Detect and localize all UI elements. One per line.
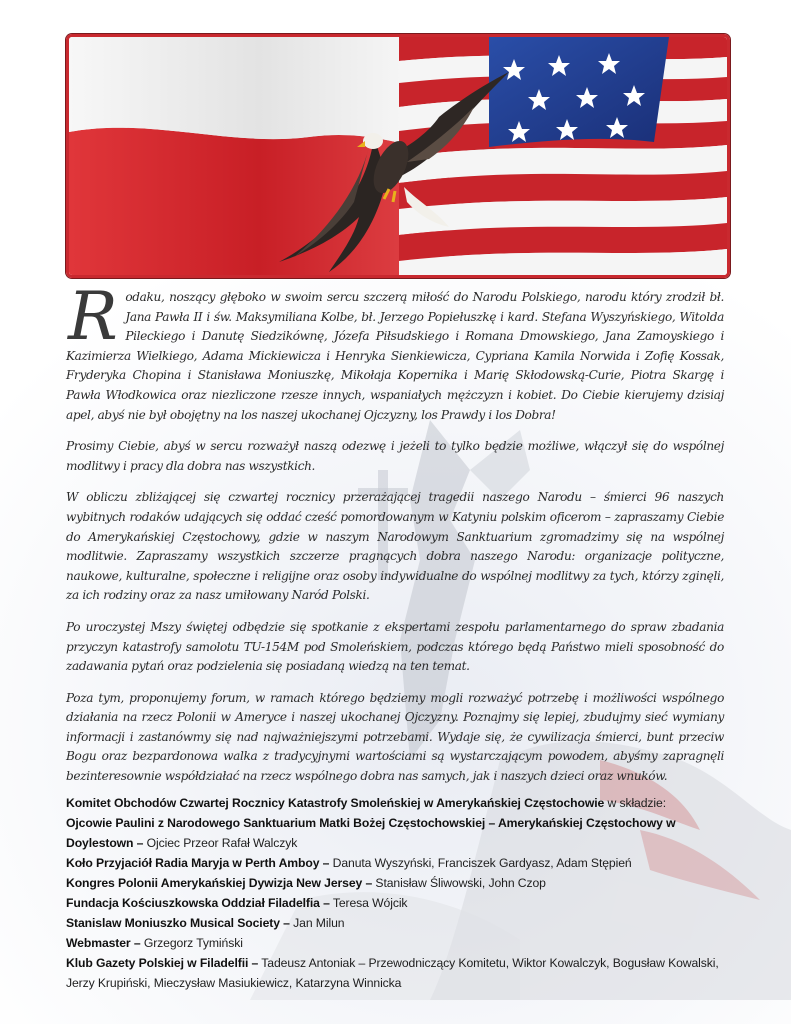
signatory-org: Webmaster – xyxy=(66,936,141,950)
paragraph-invitation: W obliczu zbliżającej się czwartej rocznicy przerażającej tragedii naszego Narodu – śmierci 96 naszych wybitnych rodaków udających się oddać cześć pomordowanym w Katyniu polskim oficerom – zapraszamy Ciebie do Amerykańskiej Częstochowy, gdzie w naszym Narodowym Sanktuarium zgromadzimy się na wspólnej modlitwie. Zapraszamy wszystkich szczerze pragnących dobra naszego Narodu: organizacje polityczne, naukowe, kulturalne, społeczne i religijne oraz osoby indywidualne do wspólnej modlitwy za tych, którzy zginęli, za ich rodziny oraz za nasz umiłowany Naród Polski. xyxy=(66,490,724,603)
signatory-names: Ojciec Przeor Rafał Walczyk xyxy=(143,836,298,850)
signatory-org: Kongres Polonii Amerykańskiej Dywizja New Jersey – xyxy=(66,876,373,890)
signatory-org: Fundacja Kościuszkowska Oddział Filadelfia – xyxy=(66,896,330,910)
signatory-line xyxy=(66,813,736,853)
signatory-names: Teresa Wójcik xyxy=(329,896,408,910)
signatory-line xyxy=(66,893,736,913)
signatory-org: Ojcowie Paulini z Narodowego Sanktuarium Matki Bożej Częstochowskiej – Amerykańskiej Częstochowy w Doylestown – xyxy=(66,816,676,850)
signatory-org: Komitet Obchodów Czwartej Rocznicy Katastrofy Smoleńskiej w Amerykańskiej Częstochowie xyxy=(66,796,605,810)
flags-eagle-banner xyxy=(66,34,730,278)
paragraph-intro xyxy=(66,278,724,425)
signatory-line xyxy=(66,933,736,953)
paragraph-forum: Poza tym, proponujemy forum, w ramach którego będziemy mogli rozważyć potrzebę i możliwości wspólnego działania na rzecz Polonii w Ameryce i naszej ukochanej Ojczyzny. Poznajmy się lepiej, zbudujmy sieć wymiany informacji i zastanówmy się nad najważniejszymi potrzebami. Wydaje się, że cywilizacja śmierci, bunt przeciw Bogu oraz bezpardonowa walka z tradycyjnymi wartościami są wystarczającym powodem, abyśmy zapragnęli bezinteresownie współdziałać na rzecz wspólnego dobra nas samych, jak i naszych dzieci oraz wnuków. xyxy=(66,690,724,784)
letter-body xyxy=(66,278,724,799)
signatory-names: Danuta Wyszyński, Franciszek Gardyasz, Adam Stępień xyxy=(329,856,632,870)
signatories-list xyxy=(66,793,736,993)
signatory-line xyxy=(66,873,736,893)
signatory-names: Grzegorz Tymiński xyxy=(140,936,243,950)
paragraph-intro-text: odaku, noszący głęboko w swoim sercu szczerą miłość do Narodu Polskiego, narodu który zrodził bł. Jana Pawła II i św. Maksymiliana Kolbe, bł. Jerzego Popiełuszkę i kard. Stefana Wyszyńskiego, Witolda Pileckiego i Danutę Siedzikównę, Józefa Piłsudskiego i Romana Dmowskiego, Jana Zamoyskiego i Kazimierza Wielkiego, Adama Mickiewicza i Henryka Sienkiewicza, Cypriana Kamila Norwida i Zofię Kossak, Fryderyka Chopina i Stanisława Moniuszkę, Mikołaja Kopernika i Marię Skłodowską-Curie, Piotra Skargę i Pawła Włodkowica oraz niezliczone rzesze innych, wspaniałych mężczyzn i kobiet. Do Ciebie kierujemy dzisiaj apel, abyś nie był obojętny na los naszej ukochanej Ojczyzny, los Prawdy i los Dobra! xyxy=(66,290,724,422)
paragraph-request: Prosimy Ciebie, abyś w sercu rozważył naszą odezwę i jeżeli to tylko będzie możliwe, włączył się do wspólnej modlitwy i pracy dla dobra nas wszystkich. xyxy=(66,439,724,473)
signatory-line xyxy=(66,953,736,993)
signatory-org: Klub Gazety Polskiej w Filadelfii – xyxy=(66,956,259,970)
signatory-names: Tadeusz Antoniak – Przewodniczący Komitetu, Wiktor Kowalczyk, Bogusław Kowalski, Jerzy Krupiński, Mieczysław Masiukiewicz, Katarzyna Winnicka xyxy=(66,956,719,990)
flags-eagle-illustration xyxy=(69,37,727,275)
signatory-line xyxy=(66,913,736,933)
signatory-names: Jan Milun xyxy=(289,916,345,930)
signatory-line xyxy=(66,853,736,873)
signatory-names: w składzie: xyxy=(604,796,666,810)
signatory-org: Stanislaw Moniuszko Musical Society – xyxy=(66,916,290,930)
signatory-org: Koło Przyjaciół Radia Maryja w Perth Amboy – xyxy=(66,856,330,870)
paragraph-meeting: Po uroczystej Mszy świętej odbędzie się spotkanie z ekspertami zespołu parlamentarnego do spraw zbadania przyczyn katastrofy samolotu TU-154M pod Smoleńskiem, podczas którego będą Państwo mieli sposobność do zadawania pytań oraz podzielenia się posiadaną wiedzą na ten temat. xyxy=(66,619,724,674)
drop-cap: R xyxy=(68,278,118,355)
signatory-names: Stanisław Śliwowski, John Czop xyxy=(372,876,546,890)
signatory-line xyxy=(66,793,736,813)
